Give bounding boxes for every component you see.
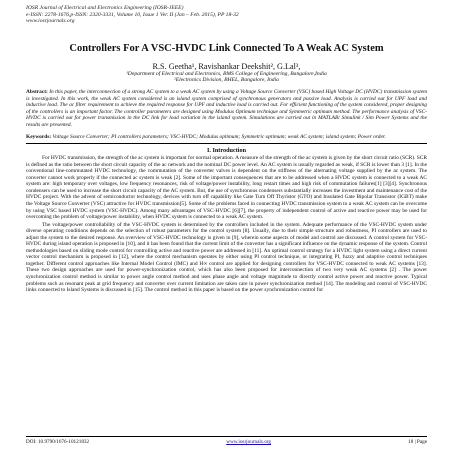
abstract-label: Abstract: (26, 88, 48, 95)
intro-paragraph-1: For HVDC transmission, the strength of the ac system is important for normal operation. A measure of the strength of the ac system is given by the short circuit ratio (SCR). SCR is defined as the ratio between the short circuit capacity of the ac network and the nominal DC power level. An AC system is usually regarded as weak, if SCR is lower than 3 [1]. In the conventional line-commutated HVDC technology, the commutation of the converter valves is dependent on the stiffness of the alternating voltage supplied by the ac system. The converter cannot work properly if the connected ac system is weak [2]. Some of the important consequences that are to be addressed when a HVDC system is connected to a weak AC system are: high temporary over voltages, low frequency resonances, risk of voltage/power instability, long restart times and high risk of commutation failures[1] [3][4]. Synchronous condensers can be used to increase the short circuit capacity of the AC system. But, the use of synchronous condensers substantially increases the investment and maintenance cost of the HVDC project. With the advent of semiconductor technology, devices with turn off capability like Gate Turn Off Thyristor (GTO) and Insulated Gate Bipolar Transistor (IGBT) make the Voltage Source Converter (VSC) attractive for HVDC transmission[5]. Some of the problems faced in connecting HVDC transmission system to a weak AC system can be overcome by using VSC based HVDC system (VSC-HVDC). Among many advantages of VSC-HVDC [6][7], the property of independent control of active and reactive power may be used for overcoming the problem of voltage/power instability, when HVDC system is connected to a weak AC system. (26, 155, 427, 221)
authors: R.S. Geetha¹, Ravishankar Deekshit², G.Lal³, (152, 61, 301, 71)
page-footer (26, 436, 427, 445)
issn-line: e-ISSN: 2278-1676,p-ISSN: 2320-3331, Volume 10, Issue 1 Ver. II (Jan – Feb. 2015), PP 18-32 (26, 11, 239, 18)
paper-title: Controllers For A VSC-HVDC Link Connected To A Weak AC System (69, 42, 384, 54)
footer-doi: DOI: 10.9790/1676-10121832 (26, 439, 90, 445)
abstract (26, 89, 427, 129)
footer-page-number: 18 | Page (408, 439, 427, 445)
affiliation-2: ²Electronics Division, BHEL, Bangalore, India (174, 77, 279, 84)
abstract-text: In this paper, the interconnection of a strong AC system to a weak AC system by using a Voltage Source Converter (VSC) based High Voltage DC (HVDC) transmission system is investigated. In this work, the weak AC system considered is an island system comprised of synchronous generators and passive load. Analysis is carried out for UPF load and inductive load. The ac filter requirement to achieve the required response for UPF and inductive load is carried out. For efficient functioning of the system considered, proper designing of the controllers is an important factor. The controller parameters are designed using Modulus Optimum technique and Symmetric optimum method. The performance analysis of VSC-HVDC is carried out for power transmission in the DC link for load variation in the island system. Simulations are carried out in MATLAB/ Simulink / Sim Power Systems and the results are presented. (26, 88, 428, 128)
divider (26, 143, 427, 144)
footer-site-link[interactable]: www.iosrjournals.org (226, 439, 272, 445)
affiliation-1: ¹Department of Electrical and Electronics, BMS College of Engineering, Bangalore,India (126, 70, 327, 77)
journal-site[interactable]: www.iosrjournals.org (26, 18, 75, 25)
journal-name: IOSR Journal of Electrical and Electronics Engineering (IOSR-JEEE) (26, 5, 184, 11)
intro-paragraph-2: The voltage/power controllability of the VSC-HVDC system is determined by the controllers included in the system. Adequate performance of the VSC-HVDC system under diverse operating conditions depends on the selection of robust parameters for the control system [8]. Usually, due to their simple structure and robustness, PI controllers are used to adjust the system to the desired response. An overview of VSC-HVDC technology is given in [9], wherein some aspects of model and control are discussed. A control system for VSC-HVDC during island operation is proposed in [10], and it has been found that the current limit of the converter has a significant influence on the dynamic response of the system. Control methodologies based on sliding mode control for controlling active and reactive power are addressed in [11]. An optimal control strategy for a HVDC light system using a direct current vector control mechanism is proposed in [12], where the control mechanism operates by either using PI control technique, or integrating PI, fuzzy and adaptive control techniques together. Different control approaches like Internal Model Control (IMC) and H∞ control are applied for designing controllers for VSC-HVDC connected to weak AC systems [13]. These two design approaches are used for power-synchronization control, which has also been proposed for interconnection of two very weak AC systems [2] . The power synchronization control method is similar to power angle control method and uses phase angle and voltage magnitude to directly control active power and reactive power. Typical problems such as resonant peak at grid frequency and converter over current limitation are taken care in power synchronization method [14]. The modeling and control of VSC-HVDC links connected to Island Systems is discussed in [15]. The control method in this paper is based on the power synchronization control for (26, 221, 427, 294)
journal-header (26, 5, 427, 25)
keywords-text: Voltage Source Converter; PI controllers parameters; VSC-HVDC; Modulus optimum; Symmetric optimum; weak AC system; island system; Power order. (52, 133, 386, 140)
section-heading: I. Introduction (206, 147, 247, 155)
keywords-label: Keywords: (26, 133, 52, 140)
keywords (26, 134, 427, 141)
